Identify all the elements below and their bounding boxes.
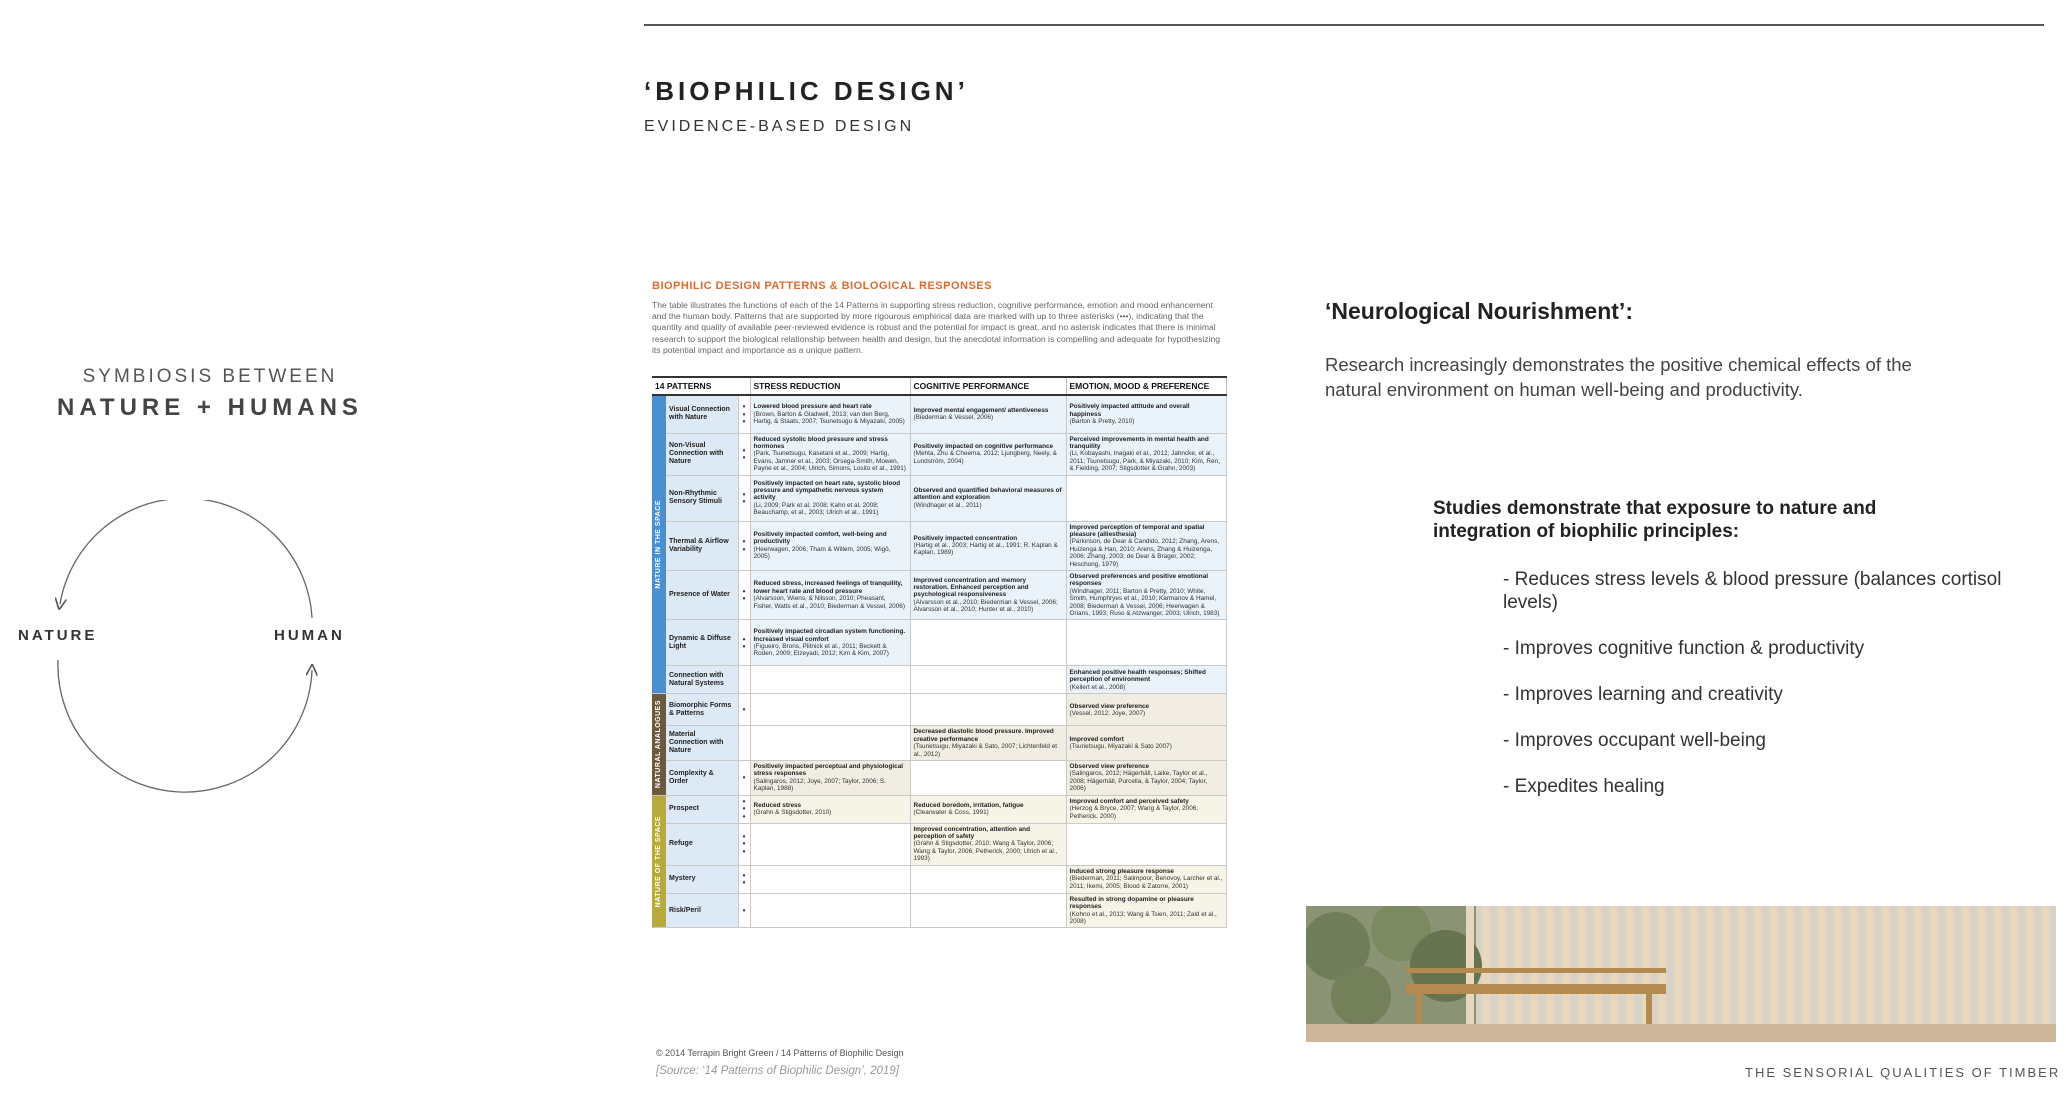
list-item: - Reduces stress levels & blood pressure (balances cortisol levels)	[1503, 569, 2002, 613]
figure-copyright: © 2014 Terrapin Bright Green / 14 Patterns of Biophilic Design	[656, 1048, 904, 1058]
cognitive-cell	[910, 694, 1066, 726]
column-header: COGNITIVE PERFORMANCE	[910, 377, 1066, 395]
cognitive-cell	[910, 865, 1066, 893]
cognitive-cell	[910, 475, 1066, 521]
cognitive-response: Decreased diastolic blood pressure. Improved creative performance	[913, 728, 1054, 743]
cognitive-cell	[910, 726, 1066, 761]
evidence-asterisks: •	[738, 893, 750, 928]
stress-cell	[750, 865, 910, 893]
pattern-name: Thermal & Airflow Variability	[666, 521, 738, 570]
stress-response: Reduced stress	[753, 801, 802, 809]
list-item: - Improves occupant well-being	[1503, 730, 1766, 751]
pattern-name: Non-Rhythmic Sensory Stimuli	[666, 475, 738, 521]
nature-label: NATURE	[18, 627, 98, 644]
group-band	[652, 795, 666, 928]
table-row	[652, 395, 1226, 433]
evidence-asterisks: • • •	[738, 795, 750, 823]
emotion-response: Enhanced positive health responses; Shifted perception of environment	[1069, 668, 1206, 684]
symbiosis-pretitle: SYMBIOSIS BETWEEN	[82, 366, 338, 387]
cognitive-references: (Biederman & Vessel, 2006)	[913, 414, 994, 422]
stress-response: Lowered blood pressure and heart rate	[753, 403, 872, 411]
pattern-name: Connection with Natural Systems	[666, 666, 738, 694]
stress-response: Positively impacted perceptual and physiological stress responses	[753, 763, 904, 778]
cognitive-cell	[910, 620, 1066, 666]
evidence-asterisks: • •	[738, 475, 750, 521]
stress-references: (Salingaros, 2012; Joye, 2007; Taylor, 2006; S. Kaplan, 1988)	[753, 777, 886, 793]
patterns-table-body	[652, 395, 1226, 928]
emotion-response: Improved comfort	[1069, 735, 1124, 743]
cognitive-cell	[910, 823, 1066, 865]
cognitive-cell	[910, 893, 1066, 928]
emotion-response: Improved perception of temporal and spatial pleasure (alliesthesia)	[1069, 523, 1205, 538]
cognitive-response: Improved mental engagement/ attentiveness	[913, 406, 1049, 414]
evidence-asterisks	[738, 666, 750, 694]
evidence-asterisks: •	[738, 694, 750, 726]
stress-references: (Alvarsson, Wiens, & Nilsson, 2010; Pheasant, Fisher, Watts et al., 2010; Biederman & Vessel, 2006)	[753, 595, 905, 610]
cognitive-references: (Mehta, Zhu & Cheema, 2012; Ljungberg, Neely, & Lundström, 2004)	[913, 450, 1057, 465]
emotion-response: Resulted in strong dopamine or pleasure responses	[1069, 895, 1194, 911]
list-item: - Expedites healing	[1503, 776, 1665, 797]
evidence-asterisks: • •	[738, 433, 750, 475]
patterns-table	[652, 376, 1227, 928]
cycle-arrow-upper	[60, 500, 312, 618]
table-header-row	[652, 377, 1226, 395]
group-label: NATURE OF THE SPACE	[655, 815, 663, 908]
emotion-references: (Tsunetsugu, Miyazaki & Sato 2007)	[1069, 743, 1172, 751]
emotion-references: (Salingaros, 2012; Hägerhäll, Laike, Taylor et al., 2008; Hägerhäll, Purcella, & Taylor, 2004; Taylor, 2006)	[1069, 770, 1208, 793]
emotion-references: (Biederman, 2011; Salimpoor, Benovoy, Larcher et al., 2011; Ikemi, 2005; Blood & Zatorre, 2001)	[1069, 875, 1223, 890]
evidence-asterisks: • •	[738, 865, 750, 893]
emotion-cell	[1066, 893, 1226, 928]
human-label: HUMAN	[274, 627, 345, 644]
stress-cell	[750, 761, 910, 796]
column-header: STRESS REDUCTION	[750, 377, 910, 395]
table-row	[652, 694, 1226, 726]
column-header: 14 PATTERNS	[652, 377, 750, 395]
emotion-cell	[1066, 865, 1226, 893]
pattern-name: Visual Connection with Nature	[666, 395, 738, 433]
timber-slats-photo	[1306, 906, 2056, 1042]
group-band	[652, 395, 666, 694]
cognitive-cell	[910, 795, 1066, 823]
table-row	[652, 475, 1226, 521]
cognitive-response: Observed and quantified behavioral measures of attention and exploration	[913, 486, 1062, 502]
emotion-response: Observed view preference	[1069, 763, 1150, 771]
page-title: ‘BIOPHILIC DESIGN’	[644, 76, 969, 106]
stress-cell	[750, 666, 910, 694]
cognitive-response: Positively impacted on cognitive performance	[913, 442, 1054, 450]
emotion-response: Positively impacted attitude and overall happiness	[1069, 403, 1190, 418]
emotion-cell	[1066, 395, 1226, 433]
evidence-asterisks	[738, 726, 750, 761]
emotion-cell	[1066, 433, 1226, 475]
table-row	[652, 666, 1226, 694]
group-label: NATURAL ANALOGUES	[655, 700, 663, 789]
studies-statement: Studies demonstrate that exposure to nature and integration of biophilic principles:	[1433, 498, 1877, 542]
benefits-list	[1503, 568, 2023, 821]
table-row	[652, 570, 1226, 619]
emotion-references: (Kellert et al., 2008)	[1069, 683, 1126, 691]
stress-references: (Heerwagen, 2006; Tham & Willem, 2005; Wigö, 2005)	[753, 545, 891, 561]
emotion-references: (Vessel, 2012; Joye, 2007)	[1069, 709, 1146, 717]
cognitive-cell	[910, 395, 1066, 433]
cycle-diagram	[0, 500, 420, 800]
emotion-references: (Parkinson, de Dear & Candido, 2012; Zhang, Arens, Huizenga & Han, 2010; Arens, Zhang & Huizenga, 2006; Zhang, 2003; de Dear & Brager, 2002; Heschong, 1979)	[1069, 538, 1220, 568]
figure-source: [Source: ‘14 Patterns of Biophilic Design’, 2019]	[656, 1065, 899, 1077]
cycle-arrow-lower	[58, 660, 312, 792]
stress-response: Positively impacted on heart rate, systolic blood pressure and sympathetic nervous system activity	[753, 479, 901, 502]
cognitive-response: Improved concentration and memory restoration. Enhanced perception and psychological responsiveness	[913, 576, 1029, 599]
cognitive-references: (Alvarsson et al., 2010; Biederman & Vessel, 2006; Alvarsson et al., 2010; Hunter et al., 2010)	[913, 598, 1058, 614]
stress-response: Positively impacted comfort, well-being and productivity	[753, 530, 887, 546]
emotion-references: (Herzog & Bryce, 2007; Wang & Taylor, 2006; Petherick, 2000)	[1069, 805, 1199, 820]
stress-cell	[750, 694, 910, 726]
emotion-response: Observed view preference	[1069, 702, 1150, 710]
stress-response: Positively impacted circadian system functioning. Increased visual comfort	[753, 628, 906, 643]
cognitive-references: (Hartig et al., 2003; Hartig et al., 1991; R. Kaplan & Kaplan, 1989)	[913, 542, 1058, 557]
stress-cell	[750, 570, 910, 619]
emotion-references: (Barton & Pretty, 2010)	[1069, 417, 1135, 425]
evidence-asterisks: • • •	[738, 395, 750, 433]
evidence-asterisks: •	[738, 761, 750, 796]
emotion-cell	[1066, 666, 1226, 694]
emotion-cell	[1066, 570, 1226, 619]
cognitive-response: Positively impacted concentration	[913, 534, 1018, 542]
emotion-references: (Kohno et al., 2013; Wang & Tsien, 2011; Zald et al., 2008)	[1069, 910, 1217, 925]
pattern-name: Dynamic & Diffuse Light	[666, 620, 738, 666]
figure-title: BIOPHILIC DESIGN PATTERNS & BIOLOGICAL RESPONSES	[652, 280, 992, 292]
group-label: NATURE IN THE SPACE	[655, 500, 663, 589]
emotion-cell	[1066, 475, 1226, 521]
cognitive-cell	[910, 666, 1066, 694]
evidence-asterisks: • •	[738, 570, 750, 619]
cognitive-references: (Clearwater & Coss, 1991)	[913, 809, 989, 817]
cognitive-response: Improved concentration, attention and perception of safety	[913, 825, 1030, 841]
patterns-figure	[652, 280, 1226, 1077]
evidence-asterisks: • •	[738, 620, 750, 666]
cognitive-cell	[910, 761, 1066, 796]
pattern-name: Prospect	[666, 795, 738, 823]
pattern-name: Complexity & Order	[666, 761, 738, 796]
stress-response: Reduced stress, increased feelings of tranquility, lower heart rate and blood pressure	[753, 580, 903, 595]
figure-intro: The table illustrates the functions of each of the 14 Patterns in supporting stress reduction, cognitive performance, emotion and mood enhancement and the human body. Patterns that are supported by more rigourous emphirical data are marked with up to three asterisks (•••), indicating that the quantity and quality of available peer-reviewed evidence is robust and the potential for impact is great, and no asterisk indicates that there is minimal research to support the biological relationship between health and design, but the anecdotal information is compelling and adequate for hypothesizing its potential impact and importance as a unique pattern.	[652, 300, 1221, 355]
stress-cell	[750, 823, 910, 865]
emotion-cell	[1066, 521, 1226, 570]
stress-cell	[750, 475, 910, 521]
cognitive-references: (Grahn & Stigsdotter, 2010; Wang & Taylor, 2006; Wang & Taylor, 2006; Petherick, 2000; Ulrich et al., 1993)	[913, 840, 1058, 863]
stress-references: (Grahn & Stigsdotter, 2010)	[753, 809, 832, 817]
table-row	[652, 823, 1226, 865]
pattern-name: Refuge	[666, 823, 738, 865]
table-row	[652, 521, 1226, 570]
symbiosis-title: NATURE + HUMANS	[57, 394, 363, 421]
table-row	[652, 865, 1226, 893]
column-header: EMOTION, MOOD & PREFERENCE	[1066, 377, 1226, 395]
section-heading: ‘Neurological Nourishment’:	[1325, 298, 1633, 324]
pattern-name: Material Connection with Nature	[666, 726, 738, 761]
section-body: Research increasingly demonstrates the positive chemical effects of the natural environment on human well-being and productivity.	[1325, 354, 1912, 400]
pattern-name: Risk/Peril	[666, 893, 738, 928]
emotion-references: (Windhager, 2011; Barton & Pretty, 2010; White, Smith, Humphryes et al., 2010; Karmanov & Hamel, 2008; Biederman & Vessel, 2006; Heerwagen & Orians, 1993; Ruso & Atzwanger, 2003; Ulrich, 1983)	[1069, 587, 1220, 617]
cognitive-references: (Tsunetsugu, Miyazaki & Sato, 2007; Lichtenfeld et al., 2012)	[913, 743, 1058, 758]
evidence-asterisks: • •	[738, 521, 750, 570]
emotion-response: Perceived improvements in mental health and tranquility	[1069, 435, 1209, 450]
pattern-name: Biomorphic Forms & Patterns	[666, 694, 738, 726]
table-row	[652, 620, 1226, 666]
pattern-name: Non-Visual Connection with Nature	[666, 433, 738, 475]
pattern-name: Mystery	[666, 865, 738, 893]
stress-references: (Brown, Barton & Gladwell, 2013; van den Berg, Hartig, & Staats, 2007; Tsunetsugu & Miyazaki, 2005)	[753, 410, 905, 425]
emotion-response: Induced strong pleasure response	[1069, 868, 1174, 876]
emotion-cell	[1066, 620, 1226, 666]
cognitive-references: (Windhager et al., 2011)	[913, 501, 982, 509]
emotion-cell	[1066, 726, 1226, 761]
table-row	[652, 795, 1226, 823]
cognitive-cell	[910, 433, 1066, 475]
stress-references: (Li, 2009; Park et al, 2008; Kahn et al, 2008; Beauchamp, et al., 2003; Ulrich et al., 1991)	[753, 501, 879, 517]
stress-references: (Figueiro, Brons, Plitnick et al., 2011; Beckett & Roden, 2009; Elzeyadi, 2012; Kim & Kim, 2007)	[753, 642, 889, 658]
pattern-name: Presence of Water	[666, 570, 738, 619]
evidence-asterisks: • • •	[738, 823, 750, 865]
emotion-cell	[1066, 761, 1226, 796]
stress-cell	[750, 726, 910, 761]
emotion-response: Improved comfort and perceived safety	[1069, 798, 1189, 806]
stress-cell	[750, 620, 910, 666]
emotion-references: (Li, Kobayashi, Inagaki et al., 2012; Jahncke, et al., 2011; Tsunetsugu, Park, & Miyazaki, 2010; Kim, Ren, & Fielding, 2007; Stigsdotter & Grahn, 2003)	[1069, 450, 1220, 473]
list-item: - Improves learning and creativity	[1503, 684, 1783, 705]
cognitive-cell	[910, 570, 1066, 619]
group-band	[652, 694, 666, 795]
stress-response: Reduced systolic blood pressure and stress hormones	[753, 435, 888, 450]
cognitive-cell	[910, 521, 1066, 570]
cognitive-response: Reduced boredom, irritation, fatigue	[913, 801, 1024, 809]
table-row	[652, 761, 1226, 796]
list-item: - Improves cognitive function & productivity	[1503, 638, 1865, 659]
table-row	[652, 893, 1226, 928]
stress-cell	[750, 893, 910, 928]
stress-cell	[750, 521, 910, 570]
emotion-cell	[1066, 823, 1226, 865]
emotion-response: Observed preferences and positive emotional responses	[1069, 572, 1209, 588]
table-row	[652, 726, 1226, 761]
stress-references: (Park, Tsunetsugu, Kasetani et al., 2009; Hartig, Evans, Jamner et al., 2003; Orsega-Smith, Mowen, Payne et al., 2004; Ulrich, Simons, Losito et al., 1991)	[753, 450, 906, 473]
page-subtitle: EVIDENCE-BASED DESIGN	[644, 118, 915, 135]
emotion-cell	[1066, 795, 1226, 823]
top-divider	[644, 24, 2044, 26]
stress-cell	[750, 395, 910, 433]
table-row	[652, 433, 1226, 475]
emotion-cell	[1066, 694, 1226, 726]
stress-cell	[750, 433, 910, 475]
footer-caption: THE SENSORIAL QUALITIES OF TIMBER	[1745, 1065, 2061, 1080]
stress-cell	[750, 795, 910, 823]
